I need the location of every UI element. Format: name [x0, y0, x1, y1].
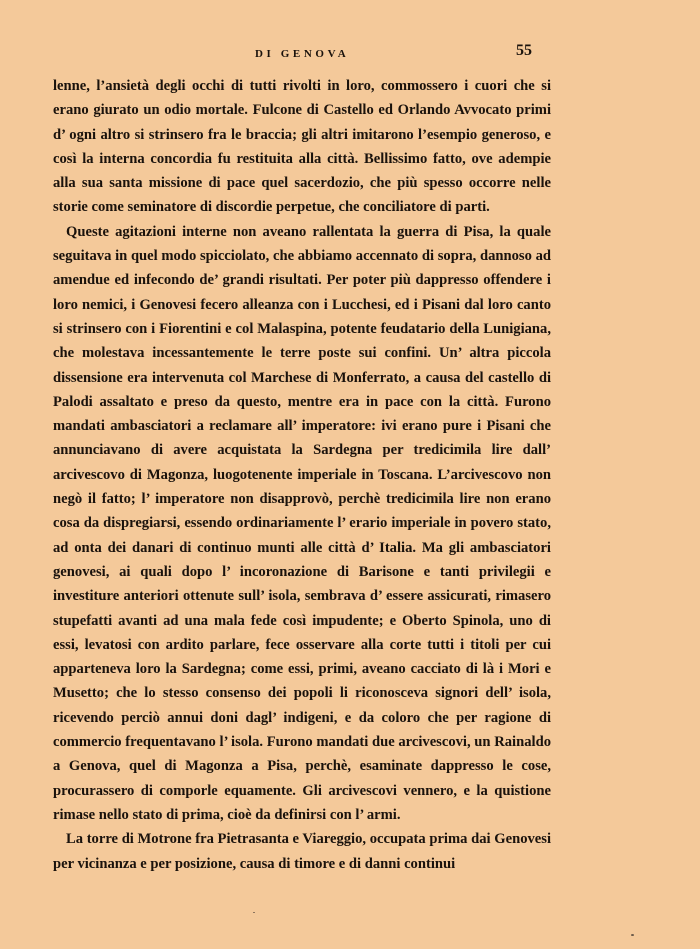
paragraph-3: La torre di Motrone fra Pietrasanta e Viareggio, occupata prima dai Genovesi per vicinanza e per posizione, causa di timore e di danni continui [53, 831, 551, 872]
paragraph-2: Queste agitazioni interne non aveano rallentata la guerra di Pisa, la quale seguitava in quel modo spicciolato, che abbiamo accennato di sopra, dannoso ad amendue ed infecondo de’ grandi risultati. Per poter più dappresso offendere i loro nemici, i Genovesi fecero alleanza con i Lucchesi, ed i Pisani dal loro canto si strinsero con i Fiorentini e col Malaspina, potente feudatario della Lunigiana, che molestava incessantemente le terre poste sui confini. Un’ altra piccola dissensione era intervenuta col Marchese di Monferrato, a causa del castello di Palodi assaltato e preso da questo, mentre era in pace con la città. Furono mandati ambasciatori a reclamare all’ imperatore: ivi erano pure i Pisani che annunciavano di avere acquistata la Sardegna per tredicimila lire dall’ arcivescovo di Magonza, luogotenente imperiale in Toscana. L’arcivescovo non negò il fatto; l’ imperatore non disapprovò, perchè tredicimila lire non erano cosa da dispregiarsi, essendo ordinariamente l’ erario imperiale in povero stato, ad onta dei danari di continuo munti alle città d’ Italia. Ma gli ambasciatori genovesi, ai quali dopo l’ incoronazione di Barisone e tanti privilegii e investiture anteriori ottenute sull’ isola, sembrava d’ essere assicurati, rimasero stupefatti avanti ad una mala fede così impudente; e Oberto Spinola, uno di essi, levatosi con ardito parlare, fece osservare alla corte tutti i titoli per cui apparteneva loro la Sardegna; come essi, primi, aveano cacciato di là i Mori e Musetto; che lo stesso consenso dei popoli li riconosceva signori dell’ isola, ricevendo perciò annui doni dagl’ indigeni, e da coloro che per ragione di commercio frequentavano l’ isola. Furono mandati due arcivescovi, un Rainaldo a Genova, quel di Magonza a Pisa, perchè, esaminate dappresso le cose, procurassero di comporle equamente. Gli arcivescovi vennero, e la quistione rimase nello stato di prima, cioè da definirsi con l’ armi. [53, 223, 551, 823]
running-title: DI GENOVA [255, 48, 350, 60]
running-head [0, 44, 700, 64]
paper-speck [631, 934, 634, 936]
body-text [53, 74, 551, 876]
paper-speck [253, 912, 255, 913]
page-number: 55 [516, 42, 532, 59]
paragraph-1: lenne, l’ansietà degli occhi di tutti rivolti in loro, commossero i cuori che si erano giurato un odio mortale. Fulcone di Castello ed Orlando Avvocato primi d’ ogni altro si strinsero fra le braccia; gli altri imitarono l’esempio generoso, e così la interna concordia fu restituita alla città. Bellissimo fatto, ove adempie alla sua santa missione di pace quel sacerdozio, che più spesso occorre nelle storie come seminatore di discordie perpetue, che conciliatore di parti. [53, 78, 551, 216]
